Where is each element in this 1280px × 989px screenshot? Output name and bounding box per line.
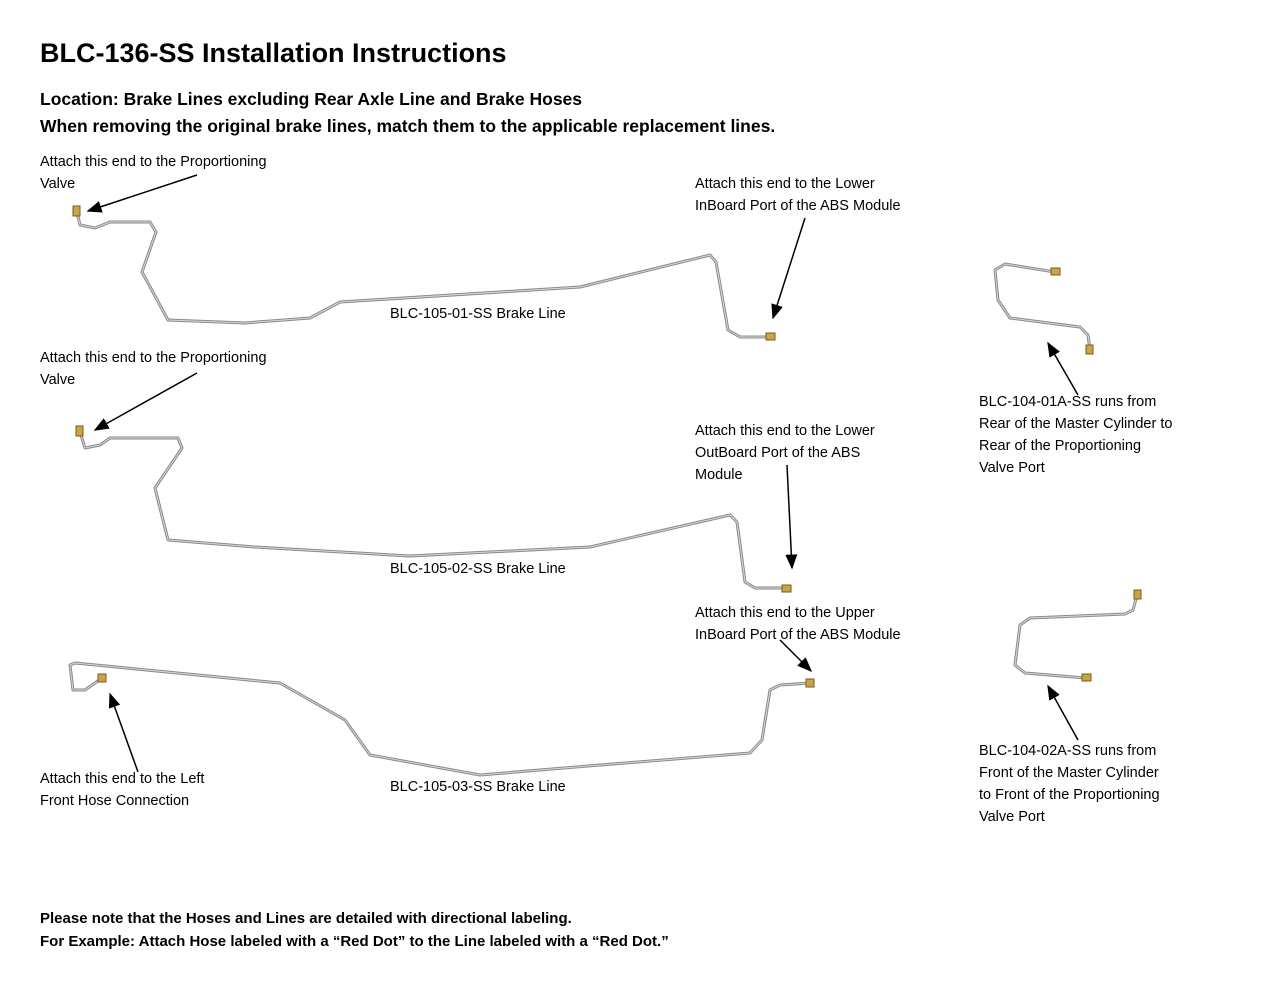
label-line: Attach this end to the Lower xyxy=(695,176,875,192)
brake-line-104-01a xyxy=(995,264,1093,354)
label-line: OutBoard Port of the ABS xyxy=(695,445,861,461)
callout-arrows xyxy=(88,175,1078,772)
fitting-icon xyxy=(76,426,83,436)
label-line: BLC-104-02A-SS runs from xyxy=(979,743,1157,759)
line3-end-b-label xyxy=(695,602,901,646)
arrow-icon xyxy=(110,694,138,772)
arrow-icon xyxy=(1048,686,1078,740)
line1-end-a-label xyxy=(40,151,267,195)
brake-line-105-03 xyxy=(70,663,814,775)
line2-end-a-label xyxy=(40,347,267,391)
label-line: Valve xyxy=(40,176,76,192)
label-line: Attach this end to the Lower xyxy=(695,423,875,439)
label-line: to Front of the Proportioning xyxy=(979,787,1160,803)
label-line: Valve Port xyxy=(979,809,1045,825)
label-line: Rear of the Master Cylinder to xyxy=(979,416,1173,432)
label-line: Attach this end to the Proportioning xyxy=(40,350,267,366)
line1-name: BLC-105-01-SS Brake Line xyxy=(390,306,566,322)
short-line-1-desc xyxy=(979,391,1172,479)
label-line: Module xyxy=(695,467,743,483)
label-line: InBoard Port of the ABS Module xyxy=(695,627,901,643)
fitting-icon xyxy=(1051,268,1060,275)
label-line: BLC-104-01A-SS runs from xyxy=(979,394,1157,410)
instruction-subtitle: When removing the original brake lines, match them to the applicable replacement lines. xyxy=(40,116,776,136)
fitting-icon xyxy=(806,679,814,687)
line1-end-b-label xyxy=(695,173,901,217)
fitting-icon xyxy=(782,585,791,592)
label-line: Valve xyxy=(40,372,76,388)
label-line: Rear of the Proportioning xyxy=(979,438,1142,454)
label-line: Front of the Master Cylinder xyxy=(979,765,1159,781)
fitting-icon xyxy=(1086,345,1093,354)
fitting-icon xyxy=(1134,590,1141,599)
fitting-icon xyxy=(1082,674,1091,681)
label-line: Attach this end to the Left xyxy=(40,771,205,787)
label-line: Attach this end to the Upper xyxy=(695,605,875,621)
line3-end-a-label xyxy=(40,768,204,812)
page-title: BLC-136-SS Installation Instructions xyxy=(40,38,507,68)
label-line: Front Hose Connection xyxy=(40,793,190,809)
fitting-icon xyxy=(73,206,80,216)
label-line: Attach this end to the Proportioning xyxy=(40,154,267,170)
fitting-icon xyxy=(98,674,106,682)
arrow-icon xyxy=(1048,343,1078,395)
line3-name: BLC-105-03-SS Brake Line xyxy=(390,779,566,795)
note-directional: Please note that the Hoses and Lines are detailed with directional labeling. xyxy=(40,910,572,927)
line2-name: BLC-105-02-SS Brake Line xyxy=(390,561,566,577)
brake-line-104-02a xyxy=(1015,590,1141,681)
location-subtitle: Location: Brake Lines excluding Rear Axle Line and Brake Hoses xyxy=(40,89,583,109)
fitting-icon xyxy=(766,333,775,340)
label-line: InBoard Port of the ABS Module xyxy=(695,198,901,214)
note-example: For Example: Attach Hose labeled with a “Red Dot” to the Line labeled with a “Red Dot.” xyxy=(40,933,669,950)
arrow-icon xyxy=(773,218,805,318)
label-line: Valve Port xyxy=(979,460,1045,476)
line2-end-b-label xyxy=(695,420,875,486)
short-line-2-desc xyxy=(979,740,1160,828)
